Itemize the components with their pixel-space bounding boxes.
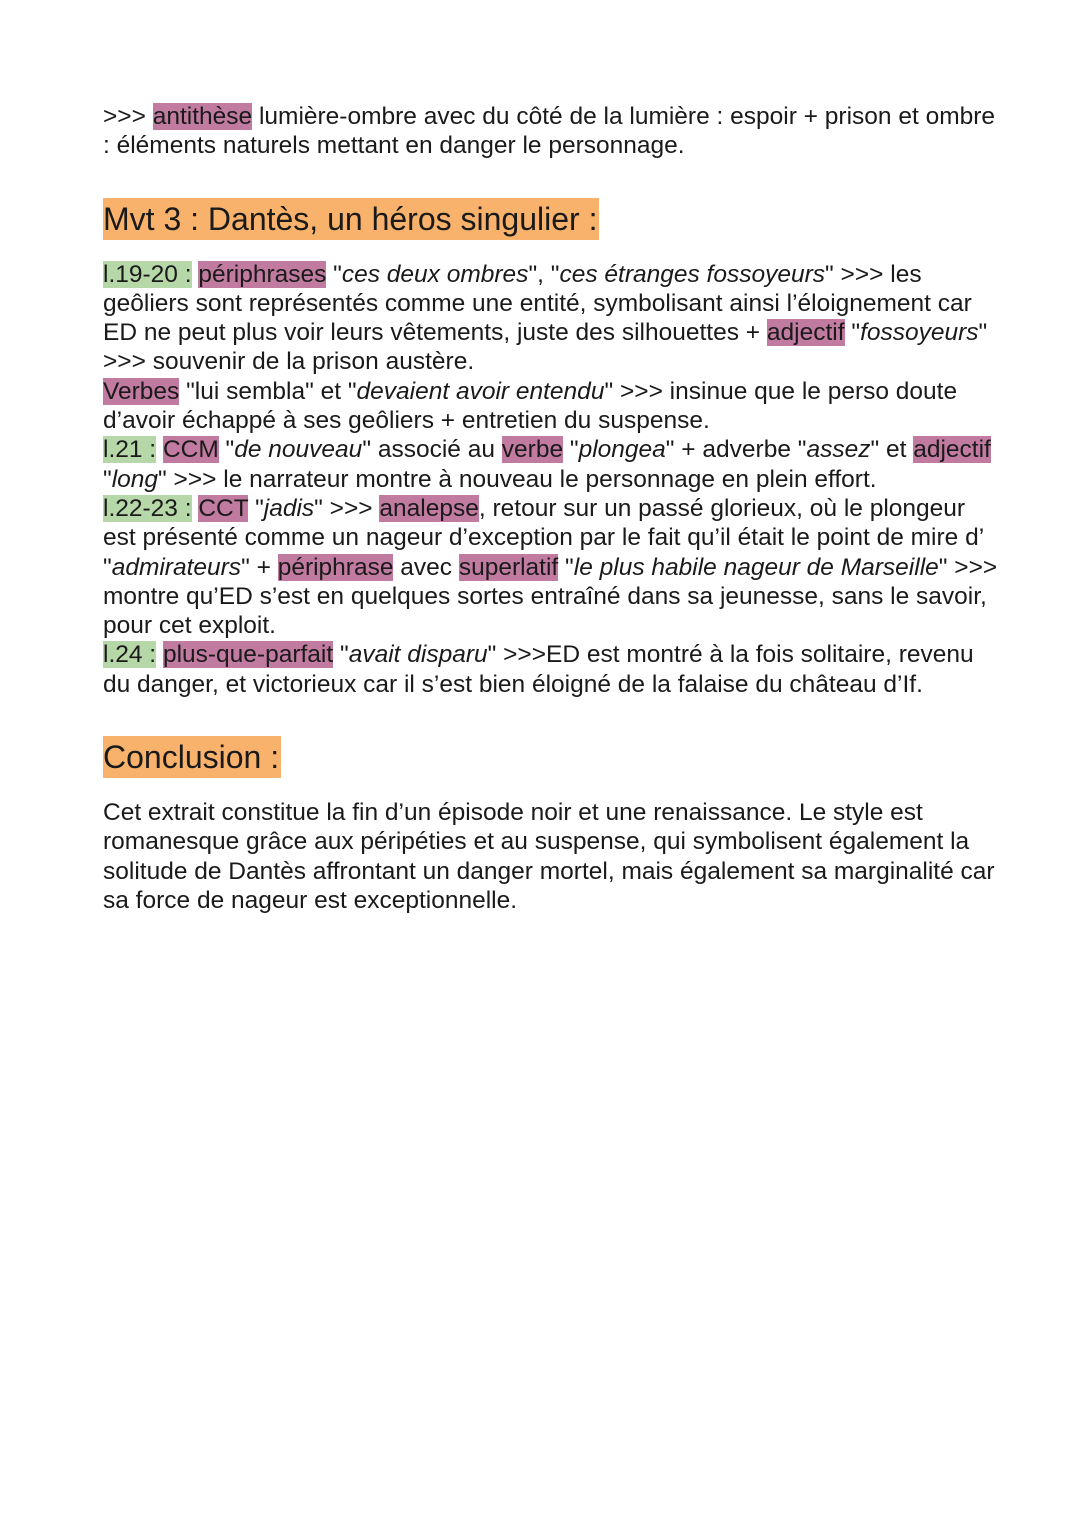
quote: devaient avoir entendu (356, 377, 605, 405)
quote: ces étranges fossoyeurs (559, 260, 826, 288)
text: " et (870, 436, 914, 464)
quote: assez (806, 436, 871, 464)
arrow-text: >>> (103, 103, 153, 130)
term-analepse: analepse (379, 494, 479, 522)
term-antithese: antithèse (152, 103, 253, 130)
text: "lui sembla" et " (179, 377, 357, 405)
term-ccm: CCM (162, 436, 219, 464)
block-l19-20 (103, 260, 1003, 377)
quote: ces deux ombres (341, 260, 529, 288)
quote: admirateurs (111, 553, 242, 581)
term-verbes: Verbes (103, 377, 180, 405)
intro-text: lumière-ombre avec du côté de la lumière : espoir + prison et ombre : éléments naturels mettant en danger le personnage. (103, 103, 996, 160)
document-page (103, 102, 1003, 915)
text: " + adverbe " (665, 436, 807, 464)
block-l22-23 (103, 494, 1003, 640)
quote: le plus habile nageur de Marseille (573, 553, 939, 581)
text: ", " (528, 260, 560, 288)
term-periphrases: périphrases (198, 260, 327, 288)
text: " (844, 319, 861, 347)
term-adjectif: adjectif (766, 319, 845, 347)
line-ref: l.22-23 : (103, 494, 192, 522)
text: avec (393, 553, 459, 581)
quote: plongea (578, 436, 666, 464)
line-ref: l.21 : (103, 436, 157, 464)
text: " (558, 553, 574, 581)
text: " (248, 494, 264, 522)
text: " (333, 641, 349, 669)
text: " >>> (314, 494, 380, 522)
term-periphrase: périphrase (277, 553, 394, 581)
term-plus-que-parfait: plus-que-parfait (162, 641, 334, 669)
intro-paragraph (103, 102, 1003, 161)
mvt3-body (103, 260, 1003, 699)
term-superlatif: superlatif (458, 553, 559, 581)
quote: fossoyeurs (860, 319, 979, 347)
line-ref: l.24 : (103, 641, 157, 669)
block-l21 (103, 435, 1003, 494)
text: " (218, 436, 235, 464)
term-cct: CCT (198, 494, 249, 522)
text: " >>> montre qu’ED s’est en quelques sortes entraîné dans sa jeunesse, sans le savoir, pour cet exploit. (103, 553, 998, 640)
term-verbe: verbe (501, 436, 564, 464)
section-heading-mvt3: Mvt 3 : Dantès, un héros singulier : (103, 198, 599, 240)
text: " >>> les geôliers sont représentés comme une entité, symbolisant ainsi l’éloignement car ED ne peut plus voir leurs vêtements, juste des silhouettes + (103, 260, 972, 347)
quote: de nouveau (234, 436, 363, 464)
text: " (563, 436, 579, 464)
text: " >>>ED est montré à la fois solitaire, revenu du danger, et victorieux car il s’est bien éloigné de la falaise du château d’If. (103, 641, 974, 698)
quote: avait disparu (348, 641, 488, 669)
text: " associé au (362, 436, 502, 464)
term-adjectif: adjectif (913, 436, 991, 464)
conclusion-paragraph: Cet extrait constitue la fin d’un épisode noir et une renaissance. Le style est romanesque grâce aux péripéties et au suspense, qui symbolisent également la solitude de Dantès affrontant un danger mortel, mais également sa marginalité car sa force de nageur est exceptionnelle. (103, 799, 995, 914)
text: " >>> insinue que le perso doute d’avoir échappé à ses geôliers + entretien du suspense. (103, 377, 958, 435)
quote: long (111, 465, 159, 493)
block-l24 (103, 640, 1003, 699)
text: " (103, 465, 112, 493)
text: " >>> le narrateur montre à nouveau le personnage en plein effort. (158, 465, 877, 493)
text: " (326, 260, 342, 288)
line-ref: l.19-20 : (103, 260, 192, 288)
section-heading-conclusion: Conclusion : (103, 736, 281, 778)
text: , retour sur un passé glorieux, où le plongeur est présenté comme un nageur d’exception par le fait qu’il était le point de mire d’ " (103, 494, 984, 581)
block-verbes (103, 377, 1003, 436)
text: " + (241, 553, 278, 581)
text: " >>> souvenir de la prison austère. (103, 319, 988, 376)
quote: jadis (263, 494, 315, 522)
